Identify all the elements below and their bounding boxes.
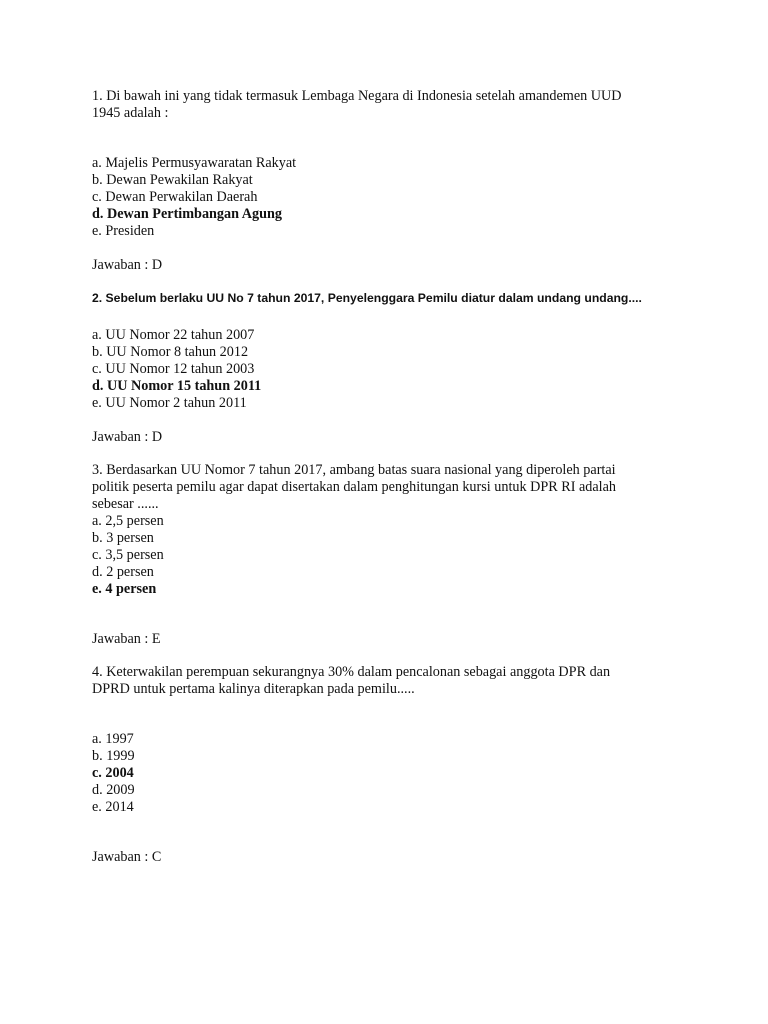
question-1-option-a: a. Majelis Permusyawaratan Rakyat xyxy=(92,155,297,171)
question-4-option-b: b. 1999 xyxy=(92,748,135,764)
question-1-option-d-correct: d. Dewan Pertimbangan Agung xyxy=(92,206,282,222)
question-4-text-line-2: DPRD untuk pertama kalinya diterapkan pada pemilu..... xyxy=(92,681,415,697)
question-1-text-line-2: 1945 adalah : xyxy=(92,105,169,121)
question-4-option-e: e. 2014 xyxy=(92,799,134,815)
question-4 xyxy=(92,664,682,866)
question-2-option-d-correct: d. UU Nomor 15 tahun 2011 xyxy=(92,378,262,394)
question-3-option-c: c. 3,5 persen xyxy=(92,547,164,563)
question-2-option-a: a. UU Nomor 22 tahun 2007 xyxy=(92,327,255,343)
question-2 xyxy=(92,290,682,446)
question-3 xyxy=(92,462,682,648)
question-2-option-e: e. UU Nomor 2 tahun 2011 xyxy=(92,395,247,411)
question-1-answer: Jawaban : D xyxy=(92,257,163,273)
question-4-option-a: a. 1997 xyxy=(92,731,134,747)
question-4-option-d: d. 2009 xyxy=(92,782,135,798)
question-4-text-line-1: 4. Keterwakilan perempuan sekurangnya 30% dalam pencalonan sebagai anggota DPR dan xyxy=(92,664,611,680)
question-2-option-c: c. UU Nomor 12 tahun 2003 xyxy=(92,361,255,377)
question-1-option-b: b. Dewan Pewakilan Rakyat xyxy=(92,172,253,188)
question-4-answer: Jawaban : C xyxy=(92,849,162,865)
question-3-text-line-3: sebesar ...... xyxy=(92,496,159,512)
question-1-option-c: c. Dewan Perwakilan Daerah xyxy=(92,189,258,205)
question-2-option-b: b. UU Nomor 8 tahun 2012 xyxy=(92,344,249,360)
question-2-text: 2. Sebelum berlaku UU No 7 tahun 2017, Penyelenggara Pemilu diatur dalam undang undang.... xyxy=(92,291,642,305)
question-1 xyxy=(92,88,682,274)
question-3-option-d: d. 2 persen xyxy=(92,564,154,580)
question-4-option-c-correct: c. 2004 xyxy=(92,765,134,781)
question-3-answer: Jawaban : E xyxy=(92,631,161,647)
question-3-option-b: b. 3 persen xyxy=(92,530,154,546)
question-3-text-line-2: politik peserta pemilu agar dapat disertakan dalam penghitungan kursi untuk DPR RI adalah xyxy=(92,479,617,495)
question-1-text-line-1: 1. Di bawah ini yang tidak termasuk Lembaga Negara di Indonesia setelah amandemen UUD xyxy=(92,88,622,104)
question-2-answer: Jawaban : D xyxy=(92,429,163,445)
question-3-option-a: a. 2,5 persen xyxy=(92,513,164,529)
question-3-text-line-1: 3. Berdasarkan UU Nomor 7 tahun 2017, ambang batas suara nasional yang diperoleh partai xyxy=(92,462,616,478)
question-3-option-e-correct: e. 4 persen xyxy=(92,581,157,597)
document-page xyxy=(92,88,682,866)
question-1-option-e: e. Presiden xyxy=(92,223,155,239)
